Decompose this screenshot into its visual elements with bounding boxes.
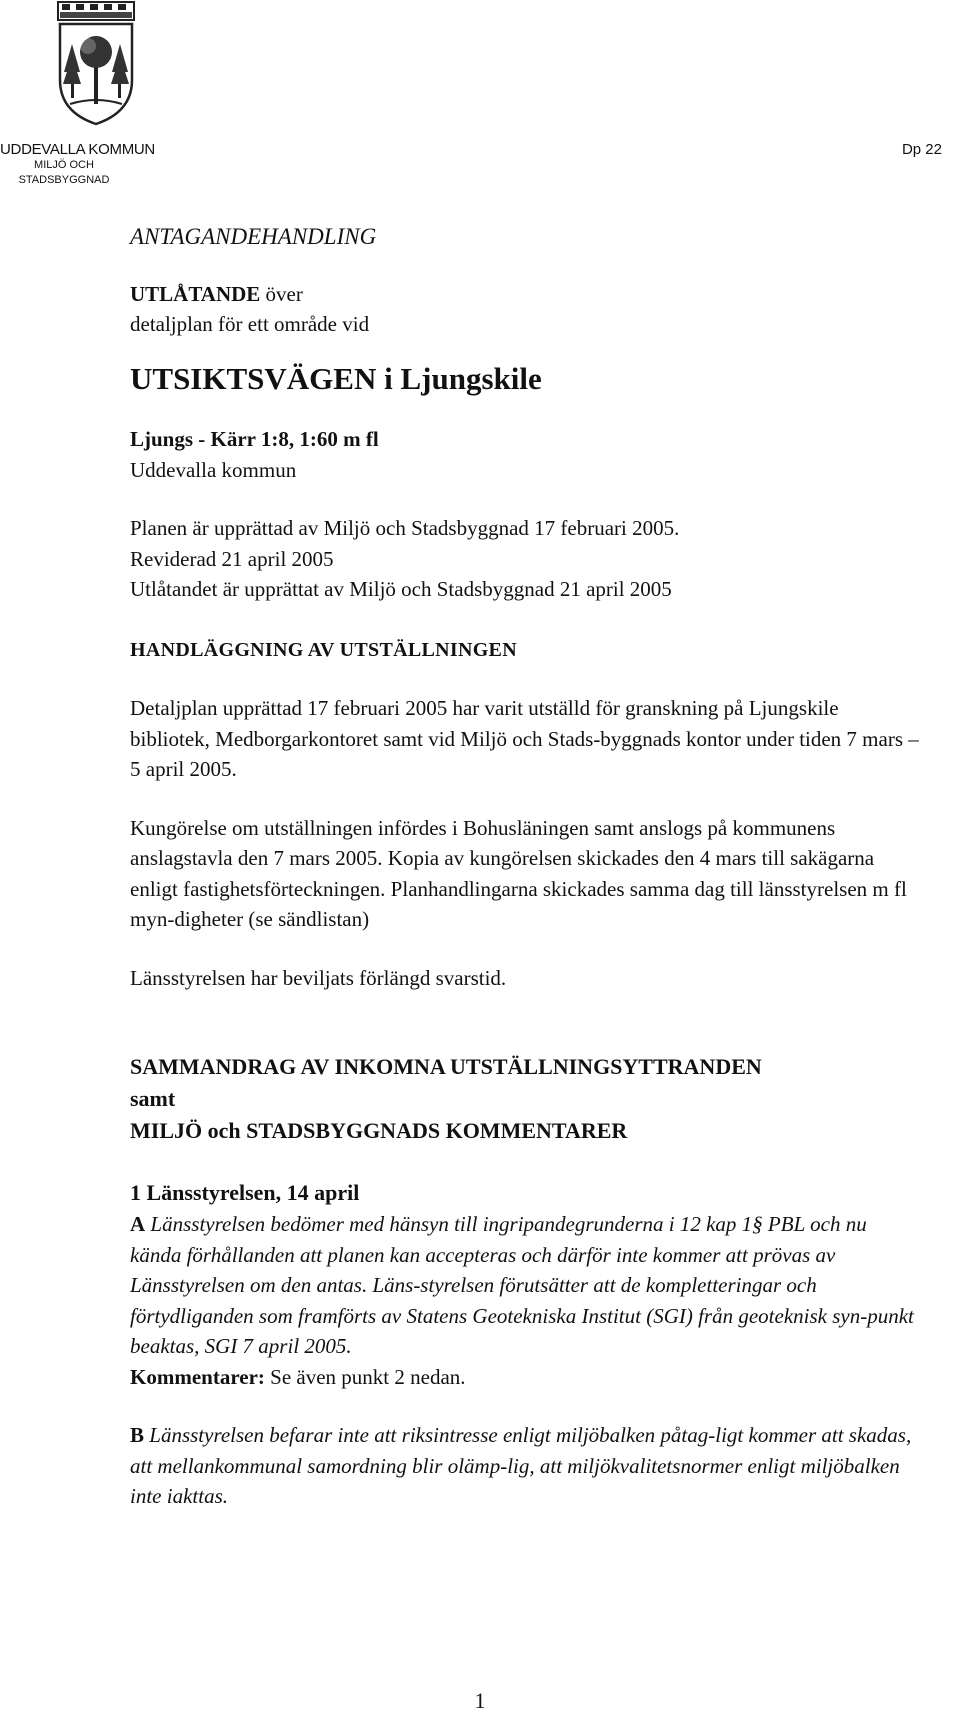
- department-line-1: MILJÖ OCH: [34, 159, 94, 171]
- document-type: ANTAGANDEHANDLING: [130, 224, 377, 249]
- comment-label: Kommentarer:: [130, 1364, 265, 1389]
- summary-heading-block: [130, 1051, 920, 1147]
- document-header-left: [0, 141, 155, 188]
- handling-heading: HANDLÄGGNING AV UTSTÄLLNINGEN: [130, 638, 517, 661]
- property-designation: Ljungs - Kärr 1:8, 1:60 m fl: [130, 427, 379, 451]
- statement-prepared-note: Utlåtandet är upprättat av Miljö och Stadsbyggnad 21 april 2005: [130, 577, 672, 601]
- item-1-b-paragraph: [130, 1420, 920, 1512]
- comment-text: Se även punkt 2 nedan.: [264, 1364, 466, 1389]
- department-line-2: STADSBYGGNAD: [18, 174, 110, 186]
- plan-prepared-note: Planen är upprättad av Miljö och Stadsbyggnad 17 februari 2005.: [130, 516, 680, 540]
- statement-title-line: [130, 279, 920, 310]
- summary-heading-2: samt: [130, 1086, 176, 1111]
- item-1-heading: 1 Länsstyrelsen, 14 april: [130, 1180, 360, 1205]
- document-body: [130, 222, 920, 1512]
- statement-suffix: över: [260, 281, 303, 306]
- item-1-a-text: Länsstyrelsen bedömer med hänsyn till ingripandegrunderna i 12 kap 1§ PBL och nu kända förhållanden att planen kan accepteras och därför inte kommer att prövas av Länsstyrelsen om den antas. Läns-styrelsen förutsätter att de kompletteringar och förtydliganden som framförts av Statens Geotekniska Institut (SGI) från geoteknisk syn-punkt beaktas, SGI 7 april 2005.: [130, 1212, 914, 1358]
- plan-title: UTSIKTSVÄGEN i Ljungskile: [130, 360, 542, 396]
- organization-name: UDDEVALLA KOMMUN: [0, 141, 155, 158]
- summary-heading-1: SAMMANDRAG AV INKOMNA UTSTÄLLNINGSYTTRANDEN: [130, 1054, 762, 1079]
- statement-label: UTLÅTANDE: [130, 281, 261, 306]
- item-1-b-label: B: [130, 1423, 145, 1447]
- plan-subtitle: detaljplan för ett område vid: [130, 312, 370, 336]
- item-1-comment: [130, 1362, 920, 1393]
- item-1-a-label: A: [130, 1212, 146, 1236]
- municipality-name: Uddevalla kommun: [130, 457, 297, 482]
- handling-paragraph-1: Detaljplan upprättad 17 februari 2005 har varit utställd för granskning på Ljungskile bibliotek, Medborgarkontoret samt vid Miljö och Stads-byggnads kontor under tiden 7 mars – 5 april 2005.: [130, 696, 919, 781]
- handling-paragraph-3: Länsstyrelsen har beviljats förlängd svarstid.: [130, 965, 507, 990]
- item-1-b-text: Länsstyrelsen befarar inte att riksintresse enligt miljöbalken påtag-ligt kommer att skadas, att mellankommunal samordning blir olämp-lig, att miljökvalitetsnormer enligt miljöbalken inte iakttas.: [130, 1423, 912, 1508]
- summary-heading-3: MILJÖ och STADSBYGGNADS KOMMENTARER: [130, 1118, 628, 1143]
- item-1-a-paragraph: [130, 1209, 920, 1362]
- document-code: Dp 22: [901, 141, 942, 158]
- municipal-coat-of-arms-logo: [56, 0, 136, 126]
- revision-note: Reviderad 21 april 2005: [130, 546, 334, 571]
- handling-paragraph-2: Kungörelse om utställningen infördes i Bohusläningen samt anslogs på kommunens anslagstavla den 7 mars 2005. Kopia av kungörelsen skickades den 4 mars till sakägarna enligt fastighetsförteckningen. Planhandlingarna skickades samma dag till länsstyrelsen m fl myn-digheter (se sändlistan): [130, 815, 907, 931]
- page-number: 1: [474, 1688, 486, 1713]
